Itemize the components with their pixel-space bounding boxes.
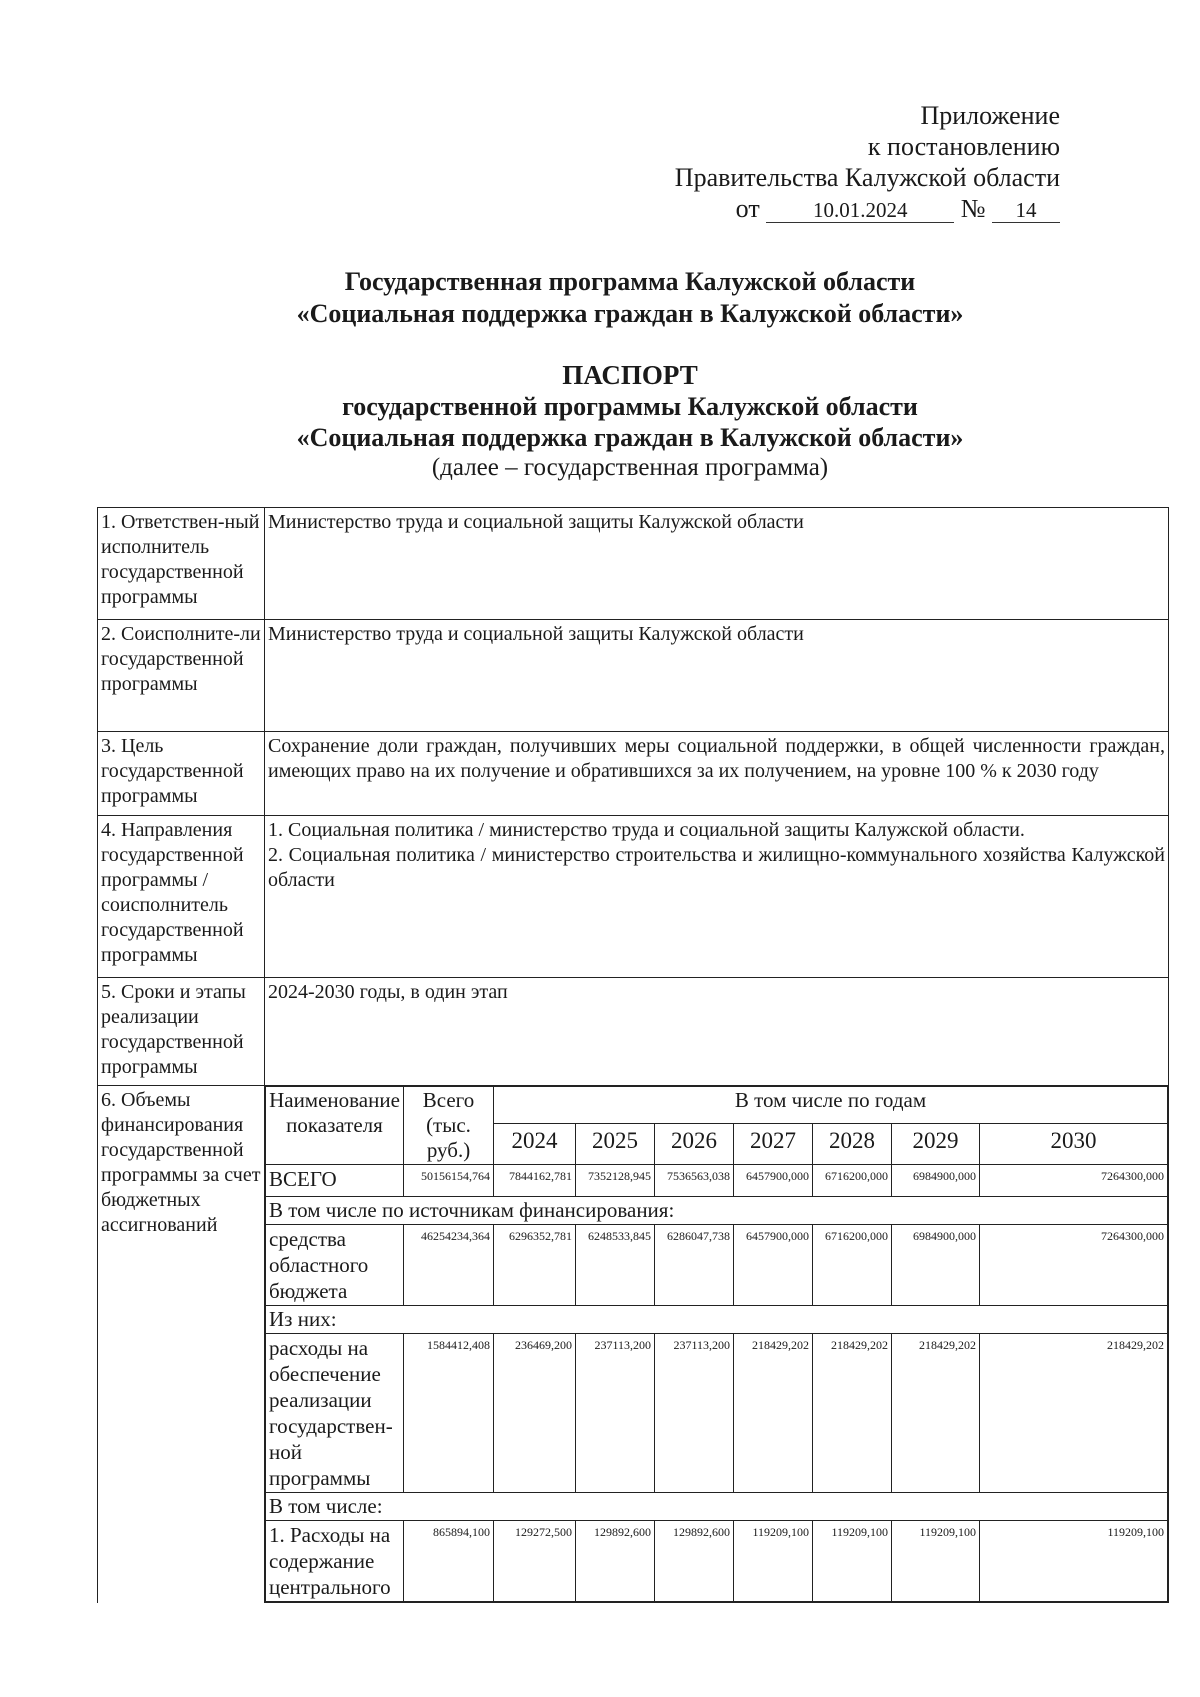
year-value: 6984900,000: [892, 1165, 980, 1197]
year-header: 2025: [576, 1124, 655, 1165]
year-value: 7844162,781: [494, 1165, 576, 1197]
passport-table: [97, 507, 1169, 1603]
year-value: 218429,202: [813, 1334, 892, 1493]
document-number: 14: [992, 198, 1060, 223]
year-value: 6984900,000: [892, 1225, 980, 1306]
column-header-years: В том числе по годам: [494, 1087, 1168, 1124]
passport-row-coexecutors: [98, 620, 1169, 732]
year-header: 2029: [892, 1124, 980, 1165]
year-value: 237113,200: [655, 1334, 734, 1493]
year-value: 236469,200: [494, 1334, 576, 1493]
year-value: 6457900,000: [734, 1225, 813, 1306]
row-label: 3. Цель государственной программы: [98, 732, 265, 816]
year-header: 2027: [734, 1124, 813, 1165]
total-row: [266, 1165, 1168, 1197]
passport-row-financing: [98, 1086, 1169, 1603]
year-value: 218429,202: [734, 1334, 813, 1493]
program-name: «Социальная поддержка граждан в Калужской области»: [296, 299, 964, 328]
total-value: 46254234,364: [404, 1225, 494, 1306]
appendix-resolution: к постановлению: [867, 132, 1060, 161]
financing-cell: [265, 1086, 1169, 1603]
total-value: 50156154,764: [404, 1165, 494, 1197]
row-label: 4. Направления государственной программы / соисполнитель государственной программы: [98, 816, 265, 978]
column-header-total: Всего (тыс. руб.): [404, 1087, 494, 1165]
year-value: 119209,100: [813, 1521, 892, 1602]
passport-row-directions: [98, 816, 1169, 978]
total-value: 865894,100: [404, 1521, 494, 1602]
passport-note: (далее – государственная программа): [431, 454, 829, 481]
year-value: 218429,202: [892, 1334, 980, 1493]
appendix-government: Правительства Калужской области: [674, 163, 1060, 192]
row-name: расходы на обеспечение реализации государствен-ной программы: [266, 1334, 404, 1493]
year-value: 7352128,945: [576, 1165, 655, 1197]
passport-row-goal: [98, 732, 1169, 816]
passport-row-executor: [98, 508, 1169, 620]
column-header-name: Наименование показателя: [266, 1087, 404, 1165]
including-row: [266, 1493, 1168, 1521]
passport-program-name: «Социальная поддержка граждан в Калужской области»: [296, 423, 964, 452]
year-value: 129272,500: [494, 1521, 576, 1602]
direction-item: 2. Социальная политика / министерство строительства и жилищно-коммунального хозяйства Калужской области: [268, 844, 1165, 891]
year-value: 129892,600: [655, 1521, 734, 1602]
passport-heading: ПАСПОРТ: [562, 360, 698, 390]
row-value: Министерство труда и социальной защиты Калужской области: [265, 620, 1169, 732]
row-label: 5. Сроки и этапы реализации государственной программы: [98, 978, 265, 1086]
direction-item: 1. Социальная политика / министерство труда и социальной защиты Калужской области.: [268, 819, 1025, 841]
year-value: 119209,100: [980, 1521, 1168, 1602]
row-value: Министерство труда и социальной защиты Калужской области: [265, 508, 1169, 620]
of-them-row: [266, 1306, 1168, 1334]
year-value: 6296352,781: [494, 1225, 576, 1306]
sources-row: [266, 1197, 1168, 1225]
regional-budget-row: [266, 1225, 1168, 1306]
including-label: В том числе:: [266, 1493, 1168, 1521]
year-header: 2028: [813, 1124, 892, 1165]
year-header: 2024: [494, 1124, 576, 1165]
program-title: Государственная программа Калужской области: [344, 267, 916, 296]
year-value: 7536563,038: [655, 1165, 734, 1197]
of-them-label: Из них:: [266, 1306, 1168, 1334]
document-date: 10.01.2024: [766, 198, 954, 223]
program-support-row: [266, 1334, 1168, 1493]
year-header: 2026: [655, 1124, 734, 1165]
row-name: 1. Расходы на содержание центрального: [266, 1521, 404, 1602]
year-value: 119209,100: [734, 1521, 813, 1602]
year-value: 6286047,738: [655, 1225, 734, 1306]
row-label: 6. Объемы финансирования государственной программы за счет бюджетных ассигнований: [98, 1086, 265, 1603]
central-apparatus-row: [266, 1521, 1168, 1602]
row-value: [265, 816, 1169, 978]
appendix-label: Приложение: [920, 101, 1060, 130]
row-value: Сохранение доли граждан, получивших меры социальной поддержки, в общей численности граждан, имеющих право на их получение и обратившихся за их получением, на уровне 100 % к 2030 году: [265, 732, 1169, 816]
year-value: 6716200,000: [813, 1225, 892, 1306]
year-value: 129892,600: [576, 1521, 655, 1602]
passport-subtitle: государственной программы Калужской области: [342, 392, 918, 421]
appendix-header: [540, 100, 1060, 224]
year-value: 6716200,000: [813, 1165, 892, 1197]
row-label: 2. Соисполните-ли государственной программы: [98, 620, 265, 732]
row-name: средства областного бюджета: [266, 1225, 404, 1306]
row-name: ВСЕГО: [266, 1165, 404, 1197]
passport-row-terms: [98, 978, 1169, 1086]
total-value: 1584412,408: [404, 1334, 494, 1493]
date-prefix: от: [735, 194, 760, 223]
appendix-date-line: [540, 193, 1060, 224]
year-value: 7264300,000: [980, 1165, 1168, 1197]
year-value: 6248533,845: [576, 1225, 655, 1306]
row-label: 1. Ответствен-ный исполнитель государственной программы: [98, 508, 265, 620]
sources-label: В том числе по источникам финансирования:: [266, 1197, 1168, 1225]
year-value: 237113,200: [576, 1334, 655, 1493]
number-prefix: №: [960, 194, 986, 223]
year-value: 7264300,000: [980, 1225, 1168, 1306]
year-value: 218429,202: [980, 1334, 1168, 1493]
document-title-block: [0, 266, 1200, 482]
row-value: 2024-2030 годы, в один этап: [265, 978, 1169, 1086]
financing-table: [265, 1086, 1168, 1602]
year-value: 119209,100: [892, 1521, 980, 1602]
year-header: 2030: [980, 1124, 1168, 1165]
financing-header-row: [266, 1087, 1168, 1124]
year-value: 6457900,000: [734, 1165, 813, 1197]
